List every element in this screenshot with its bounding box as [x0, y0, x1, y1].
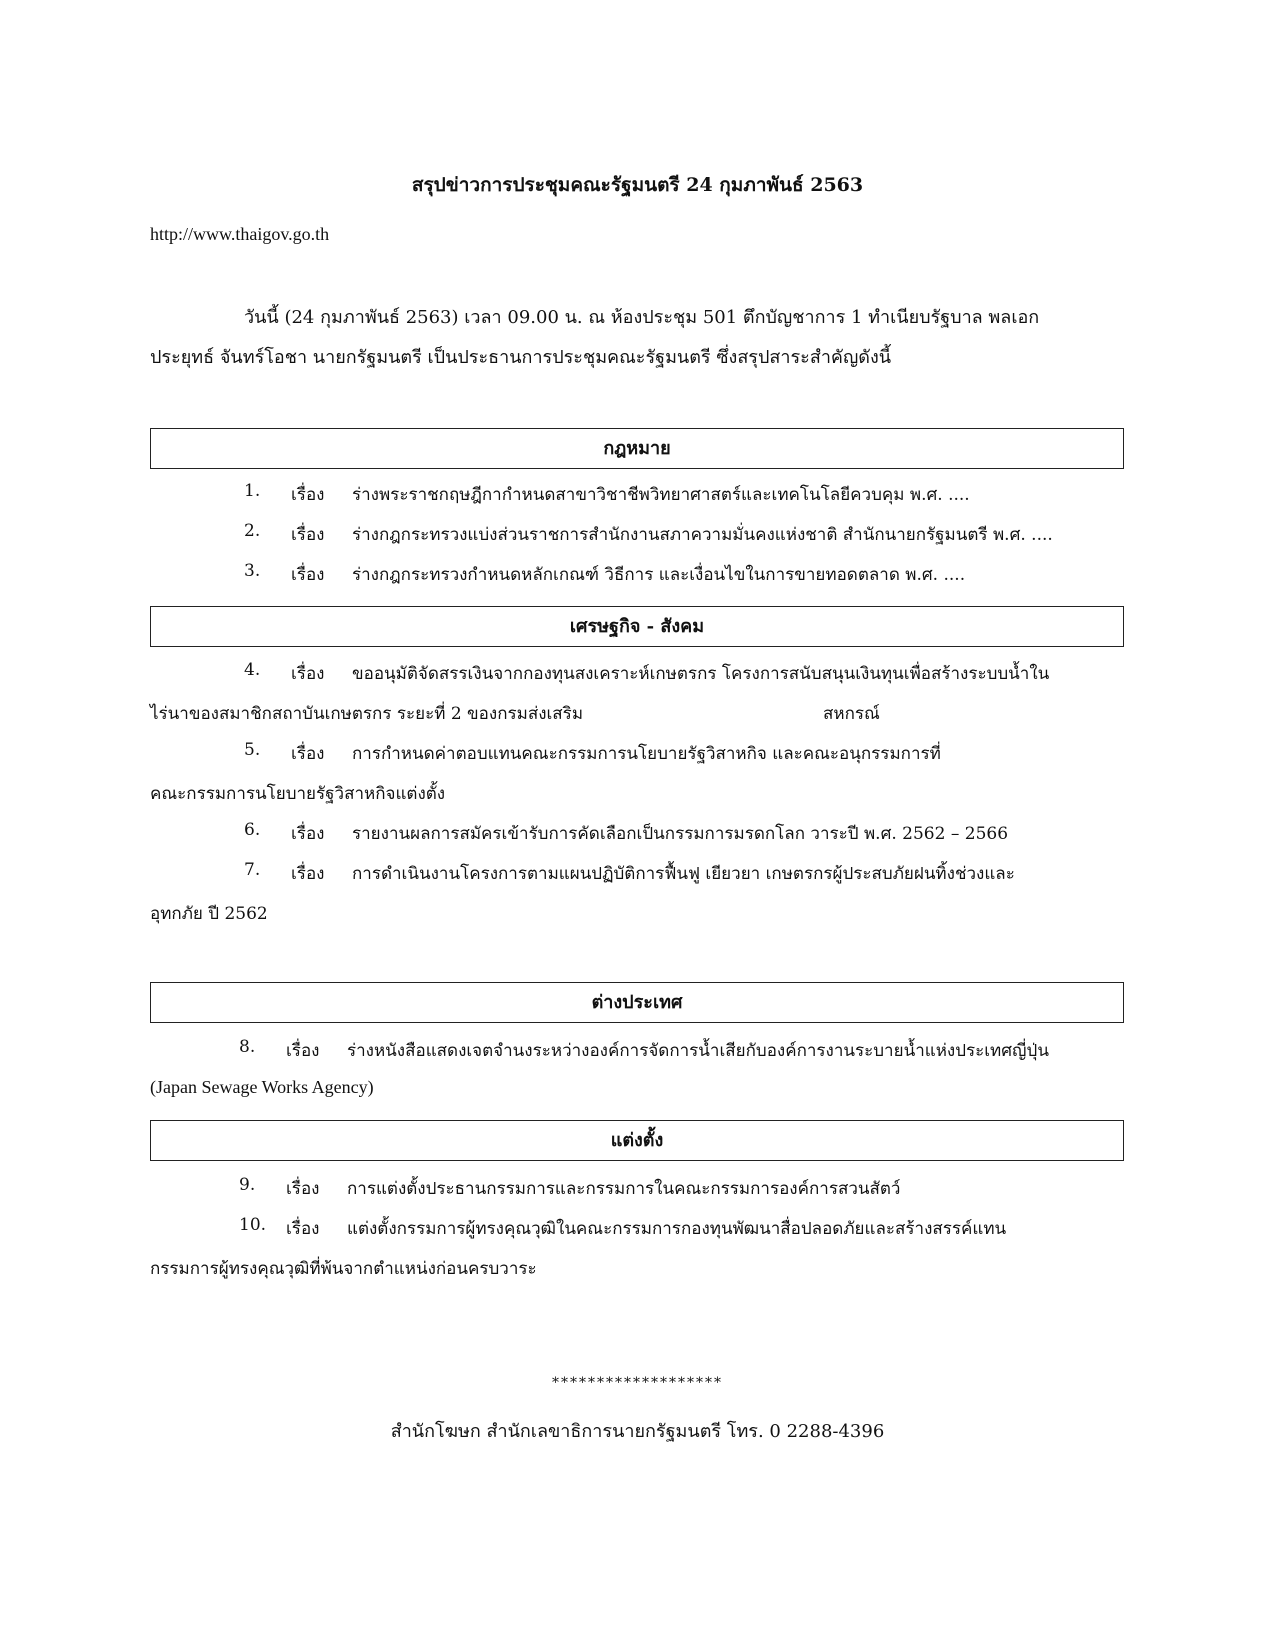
item-text-continuation-tail: สหกรณ์	[823, 704, 880, 724]
item-number: 1.	[244, 481, 261, 501]
item-number: 3.	[244, 561, 261, 581]
section-heading-appointment: แต่งตั้ง	[150, 1120, 1124, 1161]
item-text: ร่างกฎกระทรวงกำหนดหลักเกณฑ์ วิธีการ และเงื่อนไขในการขายทอดตลาด พ.ศ. ....	[352, 565, 966, 585]
item-text-continuation: (Japan Sewage Works Agency)	[150, 1077, 374, 1097]
item-subject-label: เรื่อง	[291, 565, 325, 585]
item-number: 5.	[244, 740, 261, 760]
item-subject-label: เรื่อง	[291, 864, 325, 884]
item-text: ร่างพระราชกฤษฎีกากำหนดสาขาวิชาชีพวิทยาศาสตร์และเทคโนโลยีควบคุม พ.ศ. ....	[352, 485, 970, 505]
item-number: 10.	[239, 1215, 267, 1235]
item-number: 2.	[244, 521, 261, 541]
item-text-continuation: คณะกรรมการนโยบายรัฐวิสาหกิจแต่งตั้ง	[150, 784, 446, 804]
item-subject-label: เรื่อง	[291, 744, 325, 764]
item-text: การกำหนดค่าตอบแทนคณะกรรมการนโยบายรัฐวิสาหกิจ และคณะอนุกรรมการที่	[352, 744, 941, 764]
item-subject-label: เรื่อง	[291, 824, 325, 844]
item-text: ร่างหนังสือแสดงเจตจำนงระหว่างองค์การจัดการน้ำเสียกับองค์การงานระบายน้ำแห่งประเทศญี่ปุ่น	[347, 1041, 1049, 1061]
item-number: 4.	[244, 660, 261, 680]
item-subject-label: เรื่อง	[291, 525, 325, 545]
item-subject-label: เรื่อง	[291, 485, 325, 505]
section-heading-economy-society: เศรษฐกิจ - สังคม	[150, 606, 1124, 647]
item-number: 8.	[239, 1037, 256, 1057]
item-text: รายงานผลการสมัครเข้ารับการคัดเลือกเป็นกรรมการมรดกโลก วาระปี พ.ศ. 2562 – 2566	[352, 824, 1009, 844]
item-text: แต่งตั้งกรรมการผู้ทรงคุณวุฒิในคณะกรรมการกองทุนพัฒนาสื่อปลอดภัยและสร้างสรรค์แทน	[347, 1219, 1007, 1239]
item-number: 9.	[239, 1175, 256, 1195]
item-subject-label: เรื่อง	[286, 1041, 320, 1061]
item-subject-label: เรื่อง	[286, 1219, 320, 1239]
item-text-continuation: ไร่นาของสมาชิกสถาบันเกษตรกร ระยะที่ 2 ของกรมส่งเสริม	[150, 704, 584, 724]
item-text-continuation: กรรมการผู้ทรงคุณวุฒิที่พ้นจากตำแหน่งก่อนครบวาระ	[150, 1259, 537, 1279]
section-heading-foreign: ต่างประเทศ	[150, 982, 1124, 1023]
separator-stars: *******************	[552, 1375, 723, 1391]
item-text: ขออนุมัติจัดสรรเงินจากกองทุนสงเคราะห์เกษตรกร โครงการสนับสนุนเงินทุนเพื่อสร้างระบบน้ำใน	[352, 664, 1050, 684]
item-number: 6.	[244, 820, 261, 840]
footer-contact: สำนักโฆษก สำนักเลขาธิการนายกรัฐมนตรี โทร. 0 2288-4396	[390, 1421, 885, 1442]
item-text: การดำเนินงานโครงการตามแผนปฏิบัติการฟื้นฟู เยียวยา เกษตรกรผู้ประสบภัยฝนทิ้งช่วงและ	[352, 864, 1015, 884]
item-text-continuation: อุทกภัย ปี 2562	[150, 904, 268, 924]
item-text: ร่างกฎกระทรวงแบ่งส่วนราชการสำนักงานสภาความมั่นคงแห่งชาติ สำนักนายกรัฐมนตรี พ.ศ. ....	[352, 525, 1053, 545]
item-number: 7.	[244, 860, 261, 880]
section-heading-law: กฎหมาย	[150, 428, 1124, 469]
item-subject-label: เรื่อง	[291, 664, 325, 684]
intro-line-1: วันนี้ (24 กุมภาพันธ์ 2563) เวลา 09.00 น. ณ ห้องประชุม 501 ตึกบัญชาการ 1 ทำเนียบรัฐบาล พลเอก	[244, 307, 1040, 328]
intro-line-2: ประยุทธ์ จันทร์โอชา นายกรัฐมนตรี เป็นประธานการประชุมคณะรัฐมนตรี ซึ่งสรุปสาระสำคัญดังนี้	[150, 347, 892, 368]
item-text: การแต่งตั้งประธานกรรมการและกรรมการในคณะกรรมการองค์การสวนสัตว์	[347, 1179, 901, 1199]
document-title: สรุปข่าวการประชุมคณะรัฐมนตรี 24 กุมภาพันธ์ 2563	[411, 174, 864, 196]
item-subject-label: เรื่อง	[286, 1179, 320, 1199]
source-url[interactable]: http://www.thaigov.go.th	[150, 224, 330, 244]
